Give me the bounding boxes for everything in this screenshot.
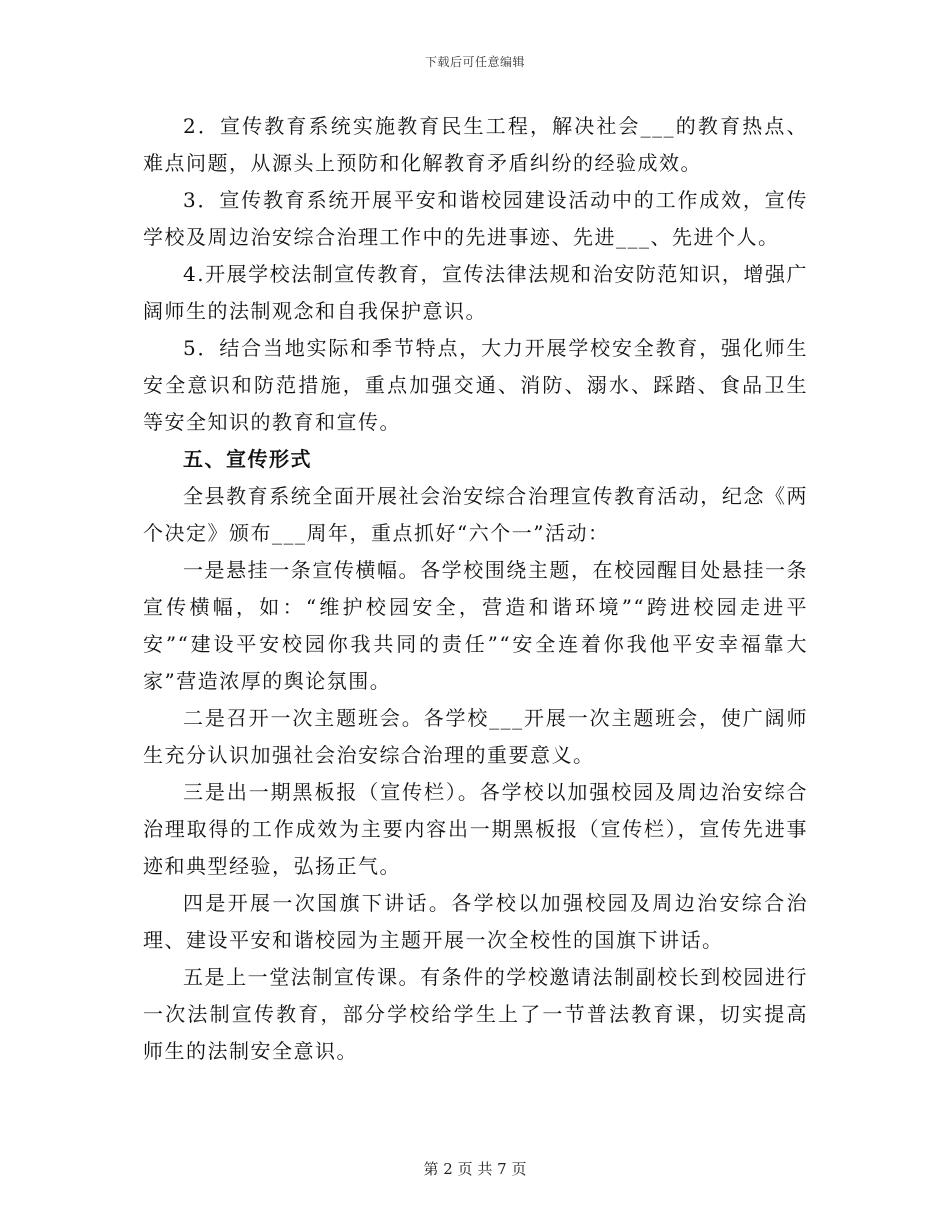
activity-flag-speech-paragraph: 四是开展一次国旗下讲话。各学校以加强校园及周边治安综合治理、建设平安和谐校园为主题开展一次全校性的国旗下讲话。 xyxy=(143,891,808,952)
activity-blackboard-paragraph: 三是出一期黑板报（宣传栏）。各学校以加强校园及周边治安综合治理取得的工作成效为主要内容出一期黑板报（宣传栏），宣传先进事迹和典型经验，弘扬正气。 xyxy=(143,780,808,878)
paragraph-item-2: 2．宣传教育系统实施教育民生工程，解决社会___的教育热点、难点问题，从源头上预防和化解教育矛盾纠纷的经验成效。 xyxy=(143,114,808,175)
page-header: 下载后可任意编辑 xyxy=(424,55,525,69)
page-footer: 第 2 页 共 7 页 xyxy=(423,1160,527,1178)
activity-class-meeting-paragraph: 二是召开一次主题班会。各学校___开展一次主题班会，使广阔师生充分认识加强社会治安综合治理的重要意义。 xyxy=(143,706,808,767)
paragraph-item-3: 3．宣传教育系统开展平安和谐校园建设活动中的工作成效，宣传学校及周边治安综合治理工作中的先进事迹、先进___、先进个人。 xyxy=(143,188,808,249)
section-heading: 五、宣传形式 xyxy=(183,447,312,471)
activity-banner-paragraph: 一是悬挂一条宣传横幅。各学校围绕主题，在校园醒目处悬挂一条宣传横幅，如：“维护校园安全，营造和谐环境”“跨进校园走进平安”“建设平安校园你我共同的责任”“安全连着你我他平安幸福靠大家”营造浓厚的舆论氛围。 xyxy=(143,558,808,693)
document-body xyxy=(143,108,808,1070)
paragraph-item-4: 4.开展学校法制宣传教育，宣传法律法规和治安防范知识，增强广阔师生的法制观念和自我保护意识。 xyxy=(143,262,808,323)
activity-law-class-paragraph: 五是上一堂法制宣传课。有条件的学校邀请法制副校长到校园进行一次法制宣传教育，部分学校给学生上了一节普法教育课，切实提高师生的法制安全意识。 xyxy=(143,965,808,1063)
paragraph-item-5: 5．结合当地实际和季节特点，大力开展学校安全教育，强化师生安全意识和防范措施，重点加强交通、消防、溺水、踩踏、食品卫生等安全知识的教育和宣传。 xyxy=(143,336,808,434)
section-intro-paragraph: 全县教育系统全面开展社会治安综合治理宣传教育活动，纪念《两个决定》颁布___周年，重点抓好“六个一”活动： xyxy=(143,484,808,545)
